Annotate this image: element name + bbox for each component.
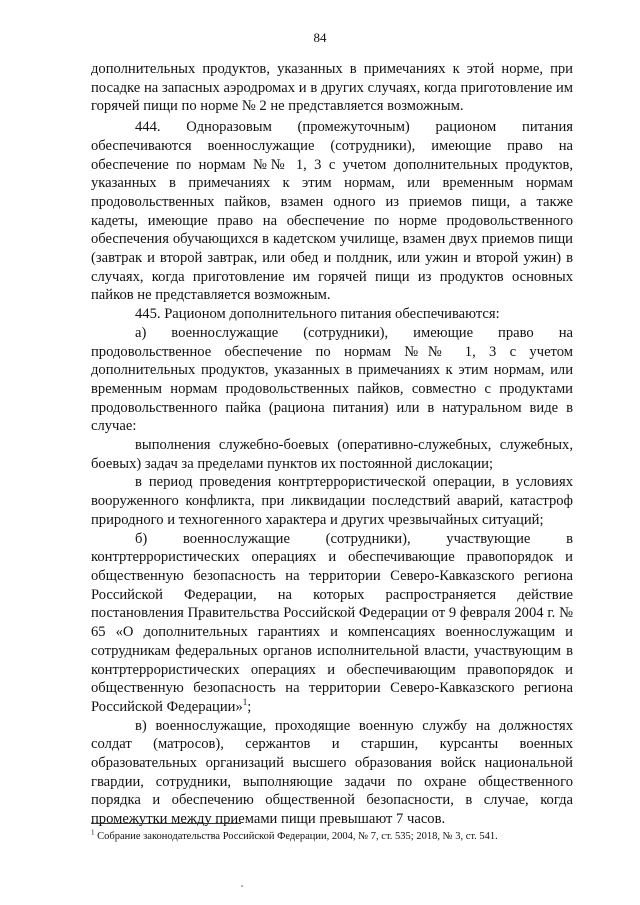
paragraph-445-v: в) военнослужащие, проходящие военную службу на должностях солдат (матросов), сержантов и старшин, курсанты военных образовательных организаций высшего образования войск национальной гвардии, сотрудники, выполняющие задачи по охране общественного порядка и обеспечению общественной безопасности, в случае, когда промежутки между приемами пищи превышают 7 часов.: [91, 717, 573, 828]
page-number: 84: [313, 30, 327, 45]
paragraph-445-b: [91, 530, 573, 717]
paragraph-445: 445. Рационом дополнительного питания обеспечиваются:: [135, 306, 500, 323]
paragraph-445-a-case-2: в период проведения контртеррористической операции, в условиях вооруженного конфликта, при ликвидации последствий аварий, катастроф природного и техногенного характера и других чрезвычайных ситуаций;: [91, 474, 573, 528]
footnote-text: Собрание законодательства Российской Федерации, 2004, № 7, ст. 535; 2018, № 3, ст. 541.: [94, 831, 498, 842]
document-body: [91, 60, 573, 829]
paragraph-445-a-case-1: выполнения служебно-боевых (оперативно-служебных, служебных, боевых) задач за пределами пунктов их постоянной дислокации;: [91, 437, 573, 472]
paragraph-444: 444. Одноразовым (промежуточным) рационом питания обеспечиваются военнослужащие (сотрудники), имеющие право на обеспечение по нормам №№ 1, 3 с учетом дополнительных продуктов, указанных в примечаниях к этим нормам, или временным нормам продовольственных пайков, взамен одного из приемов пищи, а также кадеты, имеющие право на обеспечение по норме продовольственного обеспечения обучающихся в кадетском училище, взамен двух приемов пищи (завтрак и второй завтрак, или обед и полдник, или ужин и второй ужин) в случаях, когда приготовление им горячей пищи из продуктов основных пайков не представляется возможным.: [91, 119, 573, 304]
footnote: [91, 830, 573, 843]
paragraph-continuation: дополнительных продуктов, указанных в примечаниях к этой норме, при посадке на запасных аэродромах и в других случаях, когда приготовление им горячей пищи по норме № 2 не представляется возможным.: [91, 61, 573, 115]
paragraph-445-b-text: б) военнослужащие (сотрудники), участвующие в контртеррористических операциях и обеспечивающие правопорядок и общественную безопасность на территории Северо-Кавказского региона Российской Федерации, на которых распространяется действие постановления Правительства Российской Федерации от 9 февраля 2004 г. № 65 «О дополнительных гарантиях и компенсациях военнослужащим и сотрудникам федеральных органов исполнительной власти, участвующим в контртеррористических операциях и обеспечивающим правопорядок и общественную безопасность на территории Северо-Кавказского региона Российской Федерации»: [91, 530, 573, 715]
footnote-separator: [91, 823, 241, 824]
scan-artifact-dot: [241, 885, 243, 887]
footnote-reference: 1: [242, 697, 248, 708]
footnote-reference-suffix: ;: [247, 698, 252, 715]
paragraph-445-a: а) военнослужащие (сотрудники), имеющие право на продовольственное обеспечение по нормам №№ 1, 3 с учетом дополнительных продуктов, указанных в примечаниях к этим нормам, или временным нормам продовольственных пайков, совместно с продуктами продовольственного пайка (рациона питания) или в натуральном виде в случае:: [91, 324, 573, 435]
footnote-marker: 1: [91, 828, 95, 837]
